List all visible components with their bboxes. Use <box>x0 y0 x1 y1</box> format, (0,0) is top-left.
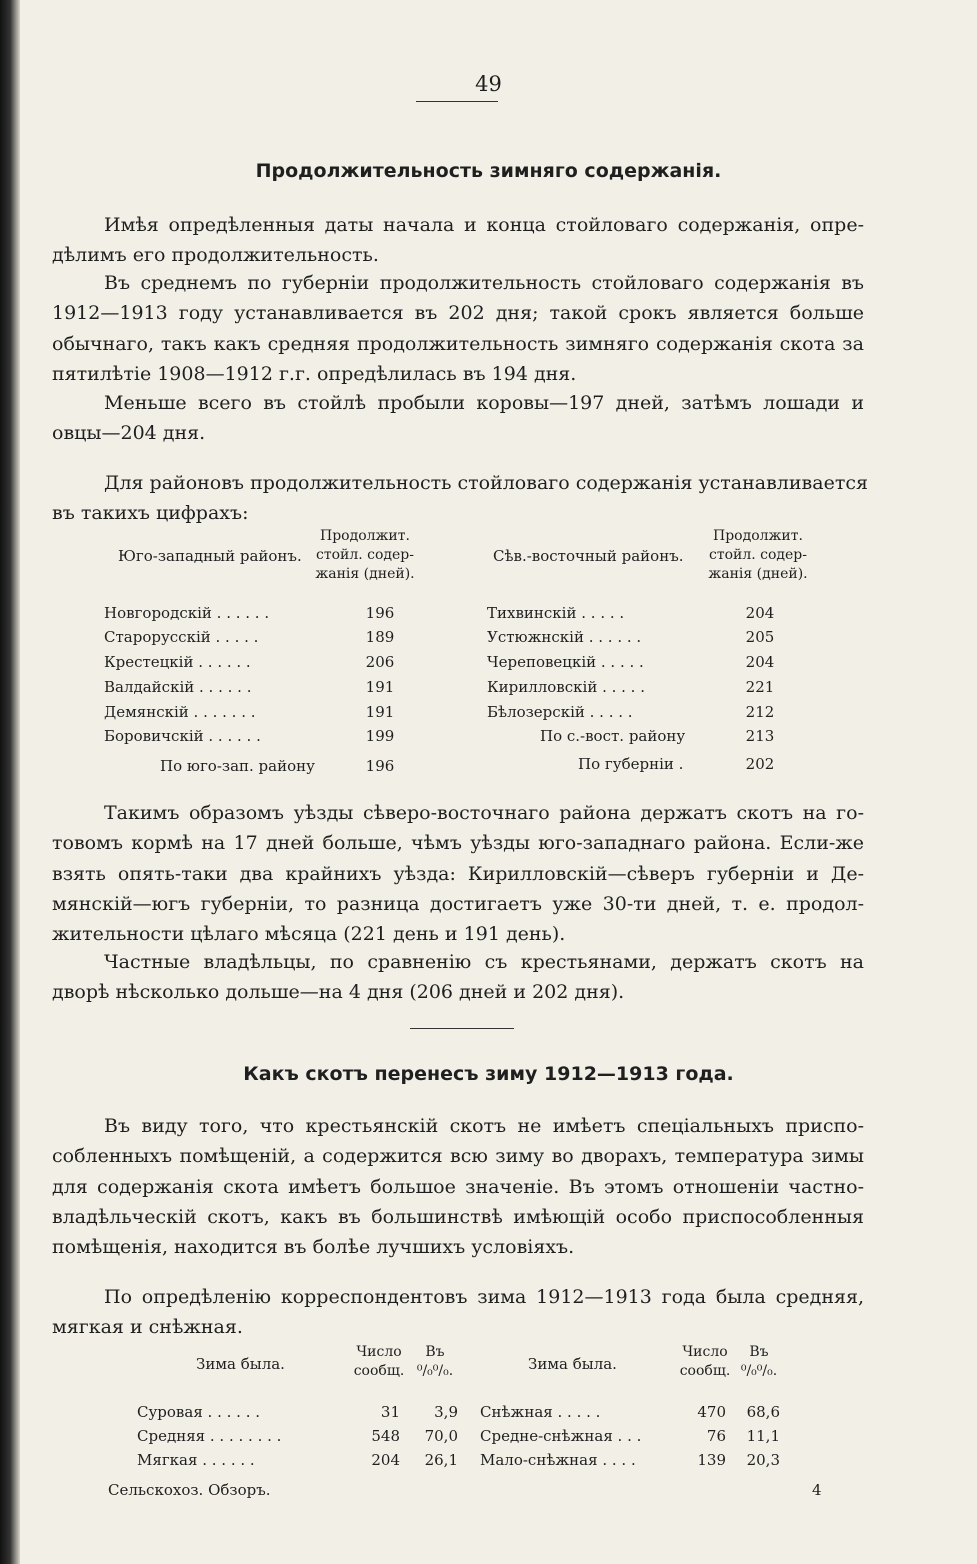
text-line: собленныхъ помѣщеній, а содержится всю зиму во дворахъ, температура зимы <box>52 1145 864 1168</box>
text-line: Частные владѣльцы, по сравненію съ крестьянами, держатъ скотъ на <box>104 951 864 973</box>
winter-type-count: 76 <box>706 1427 726 1445</box>
header-line: Число <box>682 1344 728 1360</box>
header-line: Продолжит. <box>320 528 410 544</box>
text-line: Меньше всего въ стойлѣ пробыли коровы—197 дней, затѣмъ лошади и <box>104 392 864 414</box>
header-line: Продолжит. <box>713 528 803 544</box>
district-value: 212 <box>745 703 775 721</box>
district-name: Тихвинскій . . . . . <box>487 604 625 622</box>
text-line: взять опять-таки два крайнихъ уѣзда: Кирилловскій—сѣверъ губерніи и Де- <box>52 862 864 885</box>
winter-col-header: Зима была. <box>196 1355 285 1373</box>
header-line: стойл. содер- <box>315 547 414 563</box>
winter-type-count: 139 <box>697 1451 726 1469</box>
page-number-rule <box>416 101 498 102</box>
header-line: сообщ. <box>353 1363 405 1379</box>
right-total-value: 213 <box>745 727 775 745</box>
winter-type-name: Мало-снѣжная . . . . <box>480 1451 636 1469</box>
pct-col-header <box>410 1343 460 1381</box>
paragraph-3 <box>52 388 864 449</box>
left-value-header <box>310 527 420 584</box>
text-line: Такимъ образомъ уѣзды сѣверо-восточнаго района держатъ скотъ на го- <box>104 802 864 824</box>
text-line: въ такихъ цифрахъ: <box>52 502 249 525</box>
text-line: Имѣя опредѣленныя даты начала и конца стойловаго содержанія, опре- <box>104 214 864 236</box>
left-total-name: По юго-зап. району <box>160 757 315 775</box>
text-line: Въ виду того, что крестьянскій скотъ не имѣетъ спеціальныхъ приспо- <box>104 1115 864 1137</box>
count-col-header <box>348 1343 410 1381</box>
district-value: 206 <box>365 653 395 671</box>
section-title-winter-duration: Продолжительность зимняго содержанія. <box>255 160 722 182</box>
text-line: По опредѣленію корреспондентовъ зима 1912—1913 года была средняя, <box>104 1286 864 1308</box>
winter-type-name: Снѣжная . . . . . <box>480 1403 601 1421</box>
header-line: жанія (дней). <box>708 566 808 582</box>
pct-col-header <box>734 1343 784 1381</box>
header-line: сообщ. <box>679 1363 731 1379</box>
district-value: 191 <box>365 703 395 721</box>
header-line: жанія (дней). <box>315 566 415 582</box>
district-name: Новгородскій . . . . . . <box>104 604 270 622</box>
district-value: 204 <box>745 653 775 671</box>
page-number: 49 <box>475 72 502 96</box>
district-name: Бѣлозерскій . . . . . <box>487 703 633 721</box>
book-spine-shadow <box>0 0 20 1564</box>
winter-type-count: 548 <box>371 1427 400 1445</box>
text-line: овцы—204 дня. <box>52 422 206 445</box>
text-line: обычнаго, такъ какъ средняя продолжительность зимняго содержанія скота за <box>52 332 864 355</box>
winter-type-name: Средне-снѣжная . . . <box>480 1427 642 1445</box>
left-total-value: 196 <box>365 757 395 775</box>
winter-type-pct: 11,1 <box>746 1427 780 1445</box>
text-line: пятилѣтіе 1908—1912 г.г. опредѣлилась въ 194 дня. <box>52 362 577 385</box>
district-name: Устюжнскій . . . . . . <box>487 628 642 646</box>
text-line: Для районовъ продолжительность стойловаго содержанія устанавливается <box>104 472 868 494</box>
winter-type-pct: 20,3 <box>746 1451 780 1469</box>
winter-type-name: Средняя . . . . . . . . <box>137 1427 282 1445</box>
district-value: 191 <box>365 678 395 696</box>
count-col-header <box>674 1343 736 1381</box>
text-line: дворѣ нѣсколько дольше—на 4 дня (206 дней и 202 дня). <box>52 981 625 1004</box>
province-total-name: По губерніи . <box>578 755 684 773</box>
left-district-header: Юго-западный районъ. <box>118 547 302 565</box>
text-line: Въ среднемъ по губерніи продолжительность стойловаго содержанія въ <box>104 272 864 294</box>
district-value: 189 <box>365 628 395 646</box>
winter-type-count: 31 <box>380 1403 400 1421</box>
district-name: Демянскій . . . . . . . <box>104 703 256 721</box>
winter-type-count: 470 <box>697 1403 726 1421</box>
district-value: 199 <box>365 727 395 745</box>
paragraph-7 <box>52 1111 864 1262</box>
text-line: жительности цѣлаго мѣсяца (221 день и 191 день). <box>52 923 566 946</box>
right-value-header <box>700 527 816 584</box>
header-line: Число <box>356 1344 402 1360</box>
winter-type-pct: 68,6 <box>746 1403 780 1421</box>
header-line: ⁰/₀⁰/₀. <box>740 1363 778 1379</box>
winter-type-name: Суровая . . . . . . <box>137 1403 261 1421</box>
footer-publication: Сельскохоз. Обзоръ. <box>108 1481 271 1499</box>
text-line: мягкая и снѣжная. <box>52 1316 243 1339</box>
right-total-name: По с.-вост. району <box>540 727 686 745</box>
paragraph-6 <box>52 947 864 1008</box>
paragraph-4 <box>52 468 868 529</box>
footer-signature-mark: 4 <box>812 1481 822 1499</box>
province-total-value: 202 <box>745 755 775 773</box>
district-value: 204 <box>745 604 775 622</box>
header-line: Въ <box>425 1344 445 1360</box>
text-line: помѣщенія, находится въ болѣе лучшихъ условіяхъ. <box>52 1236 575 1259</box>
right-district-header: Сѣв.-восточный районъ. <box>493 547 684 565</box>
district-name: Крестецкій . . . . . . <box>104 653 251 671</box>
winter-type-pct: 70,0 <box>424 1427 458 1445</box>
district-name: Боровичскій . . . . . . <box>104 727 261 745</box>
winter-type-pct: 3,9 <box>434 1403 458 1421</box>
district-name: Старорусскій . . . . . <box>104 628 259 646</box>
text-line: для содержанія скота имѣетъ большое значеніе. Въ этомъ отношеніи частно- <box>52 1175 864 1198</box>
header-line: Въ <box>749 1344 769 1360</box>
text-line: товомъ кормѣ на 17 дней больше, чѣмъ уѣзды юго-западнаго района. Если-же <box>52 832 864 855</box>
winter-type-count: 204 <box>371 1451 400 1469</box>
winter-col-header: Зима была. <box>528 1355 617 1373</box>
header-line: ⁰/₀⁰/₀. <box>416 1363 454 1379</box>
section-title-winter-survival: Какъ скотъ перенесъ зиму 1912—1913 года. <box>243 1063 734 1085</box>
winter-type-name: Мягкая . . . . . . <box>137 1451 255 1469</box>
winter-type-pct: 26,1 <box>424 1451 458 1469</box>
text-line: мянскій—югъ губерніи, то разница достигаетъ уже 30-ти дней, т. е. продол- <box>52 892 864 915</box>
paragraph-2 <box>52 268 864 389</box>
paragraph-5 <box>52 798 864 949</box>
district-name: Кирилловскій . . . . . <box>487 678 645 696</box>
paragraph-8 <box>52 1282 864 1343</box>
district-value: 196 <box>365 604 395 622</box>
text-line: владѣльческій скотъ, какъ въ большинствѣ имѣющій особо приспособленныя <box>52 1205 864 1228</box>
paragraph-1 <box>52 210 864 271</box>
district-value: 221 <box>745 678 775 696</box>
section-divider <box>410 1028 514 1029</box>
district-name: Череповецкій . . . . . <box>487 653 644 671</box>
text-line: дѣлимъ его продолжительность. <box>52 244 379 267</box>
district-value: 205 <box>745 628 775 646</box>
district-name: Валдайскій . . . . . . <box>104 678 252 696</box>
header-line: стойл. содер- <box>708 547 807 563</box>
text-line: 1912—1913 году устанавливается въ 202 дня; такой срокъ является больше <box>52 302 864 325</box>
